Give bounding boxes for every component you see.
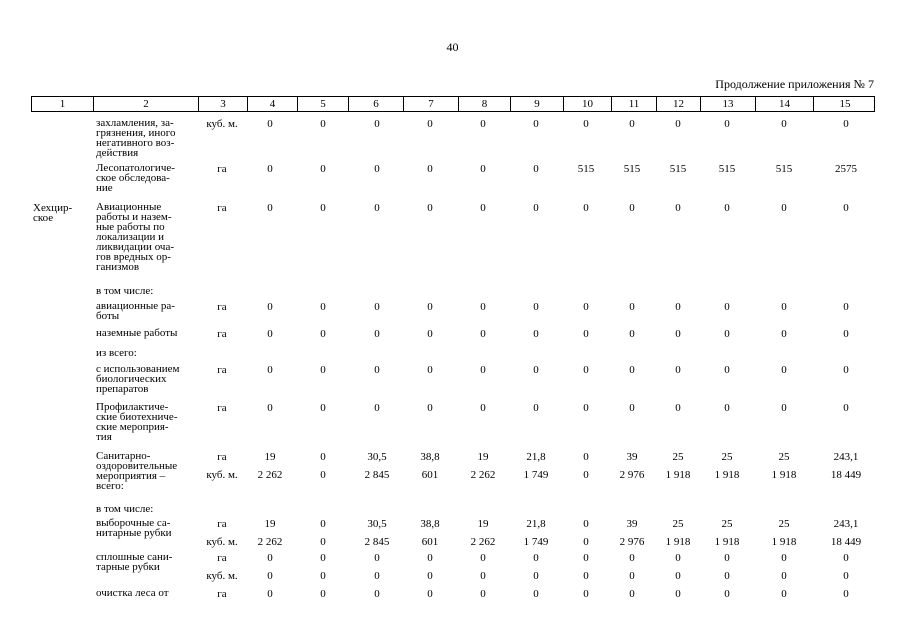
header-cell-4: 4 xyxy=(248,97,298,111)
header-cell-3: 3 xyxy=(199,97,248,111)
value-cell: 0 xyxy=(724,118,730,130)
value-cell: 2 262 xyxy=(470,469,496,481)
value-cell: 0 xyxy=(427,402,433,414)
value-cell: 21,8 xyxy=(526,518,546,530)
header-cell-6: 6 xyxy=(349,97,404,111)
value-cell: 1 918 xyxy=(714,469,740,481)
value-cell: 0 xyxy=(320,588,326,600)
value-cell: 0 xyxy=(427,202,433,214)
value-cell: 25 xyxy=(672,518,684,530)
value-cell: 0 xyxy=(480,118,486,130)
value-cell: 0 xyxy=(781,402,787,414)
value-cell: 0 xyxy=(267,364,273,376)
value-cell: 0 xyxy=(583,518,589,530)
header-cell-8: 8 xyxy=(459,97,511,111)
value-cell: 21,8 xyxy=(526,451,546,463)
value-cell: 515 xyxy=(623,163,641,175)
row-description: выборочные са- нитарные рубки xyxy=(96,517,172,539)
value-cell: 243,1 xyxy=(833,518,859,530)
value-cell: 243,1 xyxy=(833,451,859,463)
value-cell: 2 845 xyxy=(364,536,390,548)
value-cell: 0 xyxy=(781,364,787,376)
value-cell: 0 xyxy=(724,588,730,600)
value-cell: 38,8 xyxy=(420,518,440,530)
row-description: Профилактиче- ские биотехниче- ские мероприя- тия xyxy=(96,401,178,443)
value-cell: 0 xyxy=(320,328,326,340)
value-cell: 0 xyxy=(427,588,433,600)
value-cell: 39 xyxy=(626,518,638,530)
value-cell: 0 xyxy=(480,570,486,582)
value-cell: 25 xyxy=(721,451,733,463)
value-cell: 0 xyxy=(267,328,273,340)
row-description: Авиационные работы и назем- ные работы по локализации и ликвидации оча- гов вредных ор- ганизмов xyxy=(96,201,174,273)
value-cell: 2 262 xyxy=(257,469,283,481)
value-cell: 0 xyxy=(427,328,433,340)
value-cell: 19 xyxy=(264,451,276,463)
value-cell: 25 xyxy=(721,518,733,530)
value-cell: 0 xyxy=(629,588,635,600)
value-cell: 515 xyxy=(718,163,736,175)
value-cell: 0 xyxy=(724,328,730,340)
value-cell: 25 xyxy=(778,518,790,530)
value-cell: 0 xyxy=(320,202,326,214)
value-cell: 0 xyxy=(320,163,326,175)
value-cell: 2 976 xyxy=(619,536,645,548)
value-cell: 1 918 xyxy=(665,469,691,481)
header-cell-10: 10 xyxy=(564,97,612,111)
value-cell: 1 918 xyxy=(665,536,691,548)
table-header xyxy=(31,96,875,112)
value-cell: 0 xyxy=(267,402,273,414)
value-cell: 0 xyxy=(320,301,326,313)
value-cell: 0 xyxy=(374,570,380,582)
value-cell: 18 449 xyxy=(830,469,862,481)
value-cell: 0 xyxy=(724,301,730,313)
unit-cell: куб. м. xyxy=(206,536,238,548)
unit-cell: га xyxy=(217,402,227,414)
value-cell: 0 xyxy=(781,118,787,130)
value-cell: 2 262 xyxy=(470,536,496,548)
value-cell: 0 xyxy=(724,364,730,376)
value-cell: 0 xyxy=(480,163,486,175)
value-cell: 30,5 xyxy=(367,518,387,530)
value-cell: 0 xyxy=(320,118,326,130)
value-cell: 19 xyxy=(264,518,276,530)
value-cell: 0 xyxy=(675,328,681,340)
value-cell: 0 xyxy=(267,588,273,600)
value-cell: 0 xyxy=(374,328,380,340)
header-cell-5: 5 xyxy=(298,97,349,111)
value-cell: 0 xyxy=(533,552,539,564)
value-cell: 0 xyxy=(320,469,326,481)
row-description: из всего: xyxy=(96,347,137,359)
value-cell: 0 xyxy=(320,570,326,582)
value-cell: 0 xyxy=(427,364,433,376)
value-cell: 0 xyxy=(374,202,380,214)
value-cell: 0 xyxy=(533,118,539,130)
value-cell: 0 xyxy=(533,402,539,414)
row-description: с использованием биологических препаратов xyxy=(96,363,180,395)
value-cell: 0 xyxy=(320,536,326,548)
value-cell: 0 xyxy=(781,301,787,313)
value-cell: 0 xyxy=(480,402,486,414)
row-description: в том числе: xyxy=(96,503,154,515)
value-cell: 0 xyxy=(583,469,589,481)
value-cell: 0 xyxy=(843,402,849,414)
value-cell: 0 xyxy=(583,451,589,463)
value-cell: 0 xyxy=(724,570,730,582)
value-cell: 0 xyxy=(781,570,787,582)
header-cell-12: 12 xyxy=(657,97,701,111)
value-cell: 1 749 xyxy=(523,536,549,548)
value-cell: 2 262 xyxy=(257,536,283,548)
value-cell: 0 xyxy=(583,202,589,214)
value-cell: 0 xyxy=(675,588,681,600)
value-cell: 0 xyxy=(583,570,589,582)
value-cell: 0 xyxy=(267,118,273,130)
unit-cell: га xyxy=(217,552,227,564)
value-cell: 0 xyxy=(675,364,681,376)
value-cell: 0 xyxy=(480,328,486,340)
value-cell: 0 xyxy=(320,364,326,376)
appendix-label: Продолжение приложения № 7 xyxy=(715,77,874,91)
value-cell: 19 xyxy=(477,451,489,463)
value-cell: 515 xyxy=(775,163,793,175)
value-cell: 0 xyxy=(675,202,681,214)
page-number: 40 xyxy=(446,40,459,54)
unit-cell: га xyxy=(217,202,227,214)
value-cell: 0 xyxy=(533,588,539,600)
unit-cell: га xyxy=(217,301,227,313)
value-cell: 0 xyxy=(583,552,589,564)
value-cell: 0 xyxy=(583,588,589,600)
value-cell: 0 xyxy=(320,451,326,463)
header-cell-1: 1 xyxy=(32,97,94,111)
value-cell: 0 xyxy=(374,364,380,376)
value-cell: 0 xyxy=(675,552,681,564)
value-cell: 0 xyxy=(843,552,849,564)
header-cell-15: 15 xyxy=(839,98,851,110)
value-cell: 2 845 xyxy=(364,469,390,481)
value-cell: 38,8 xyxy=(420,451,440,463)
value-cell: 0 xyxy=(427,570,433,582)
value-cell: 0 xyxy=(675,118,681,130)
value-cell: 0 xyxy=(843,118,849,130)
value-cell: 0 xyxy=(374,163,380,175)
row-description: сплошные сани- тарные рубки xyxy=(96,551,173,573)
value-cell: 0 xyxy=(427,552,433,564)
value-cell: 0 xyxy=(267,552,273,564)
value-cell: 0 xyxy=(629,570,635,582)
value-cell: 0 xyxy=(533,301,539,313)
row-description: захламления, за- грязнения, иного негативного воз- действия xyxy=(96,117,176,159)
value-cell: 0 xyxy=(533,364,539,376)
value-cell: 601 xyxy=(421,469,439,481)
value-cell: 0 xyxy=(480,588,486,600)
row-description: в том числе: xyxy=(96,285,154,297)
value-cell: 0 xyxy=(320,552,326,564)
value-cell: 0 xyxy=(320,518,326,530)
value-cell: 39 xyxy=(626,451,638,463)
value-cell: 0 xyxy=(629,202,635,214)
value-cell: 0 xyxy=(583,364,589,376)
value-cell: 1 918 xyxy=(771,469,797,481)
value-cell: 0 xyxy=(781,552,787,564)
value-cell: 0 xyxy=(374,588,380,600)
unit-cell: куб. м. xyxy=(206,469,238,481)
unit-cell: куб. м. xyxy=(206,570,238,582)
row-description: Санитарно- оздоровительные мероприятия – всего: xyxy=(96,450,178,492)
value-cell: 0 xyxy=(583,301,589,313)
value-cell: 2 976 xyxy=(619,469,645,481)
row-description: очистка леса от xyxy=(96,587,169,599)
value-cell: 0 xyxy=(629,328,635,340)
value-cell: 0 xyxy=(583,536,589,548)
value-cell: 0 xyxy=(675,301,681,313)
header-cell-2: 2 xyxy=(94,97,199,111)
unit-cell: га xyxy=(217,451,227,463)
unit-cell: га xyxy=(217,328,227,340)
value-cell: 0 xyxy=(533,163,539,175)
value-cell: 0 xyxy=(583,328,589,340)
value-cell: 0 xyxy=(583,402,589,414)
value-cell: 0 xyxy=(843,301,849,313)
value-cell: 0 xyxy=(427,163,433,175)
value-cell: 0 xyxy=(374,301,380,313)
value-cell: 25 xyxy=(672,451,684,463)
value-cell: 0 xyxy=(629,118,635,130)
value-cell: 0 xyxy=(629,402,635,414)
value-cell: 30,5 xyxy=(367,451,387,463)
value-cell: 0 xyxy=(374,552,380,564)
row-description: Лесопатологиче- ское обследова- ние xyxy=(96,162,175,194)
value-cell: 0 xyxy=(480,301,486,313)
value-cell: 0 xyxy=(781,328,787,340)
row-description: наземные работы xyxy=(96,327,178,339)
value-cell: 0 xyxy=(267,301,273,313)
header-cell-9: 9 xyxy=(511,97,564,111)
value-cell: 0 xyxy=(427,301,433,313)
value-cell: 0 xyxy=(583,118,589,130)
value-cell: 1 918 xyxy=(714,536,740,548)
value-cell: 18 449 xyxy=(830,536,862,548)
value-cell: 0 xyxy=(675,402,681,414)
value-cell: 0 xyxy=(427,118,433,130)
value-cell: 515 xyxy=(577,163,595,175)
value-cell: 0 xyxy=(724,402,730,414)
header-cell-7: 7 xyxy=(404,97,459,111)
value-cell: 25 xyxy=(778,451,790,463)
value-cell: 0 xyxy=(629,552,635,564)
value-cell: 19 xyxy=(477,518,489,530)
value-cell: 0 xyxy=(843,328,849,340)
value-cell: 0 xyxy=(675,570,681,582)
unit-cell: га xyxy=(217,588,227,600)
header-cell-14: 14 xyxy=(756,97,814,111)
value-cell: 0 xyxy=(843,570,849,582)
value-cell: 0 xyxy=(480,552,486,564)
value-cell: 1 749 xyxy=(523,469,549,481)
header-cell-13: 13 xyxy=(701,97,756,111)
value-cell: 0 xyxy=(267,163,273,175)
value-cell: 515 xyxy=(669,163,687,175)
value-cell: 0 xyxy=(629,364,635,376)
value-cell: 0 xyxy=(267,202,273,214)
value-cell: 0 xyxy=(533,570,539,582)
value-cell: 0 xyxy=(374,402,380,414)
value-cell: 0 xyxy=(724,202,730,214)
value-cell: 0 xyxy=(374,118,380,130)
value-cell: 0 xyxy=(629,301,635,313)
value-cell: 0 xyxy=(724,552,730,564)
value-cell: 0 xyxy=(480,202,486,214)
row-description: авиационные ра- боты xyxy=(96,300,175,322)
value-cell: 1 918 xyxy=(771,536,797,548)
value-cell: 0 xyxy=(480,364,486,376)
value-cell: 0 xyxy=(843,588,849,600)
value-cell: 0 xyxy=(843,202,849,214)
unit-cell: куб. м. xyxy=(206,118,238,130)
value-cell: 0 xyxy=(320,402,326,414)
unit-cell: га xyxy=(217,518,227,530)
value-cell: 0 xyxy=(781,588,787,600)
value-cell: 0 xyxy=(533,328,539,340)
value-cell: 601 xyxy=(421,536,439,548)
value-cell: 0 xyxy=(267,570,273,582)
value-cell: 0 xyxy=(781,202,787,214)
unit-cell: га xyxy=(217,163,227,175)
value-cell: 2575 xyxy=(835,163,857,175)
unit-cell: га xyxy=(217,364,227,376)
value-cell: 0 xyxy=(533,202,539,214)
header-cell-11: 11 xyxy=(612,97,657,111)
region-name: Хехцир- ское xyxy=(33,202,73,224)
value-cell: 0 xyxy=(843,364,849,376)
